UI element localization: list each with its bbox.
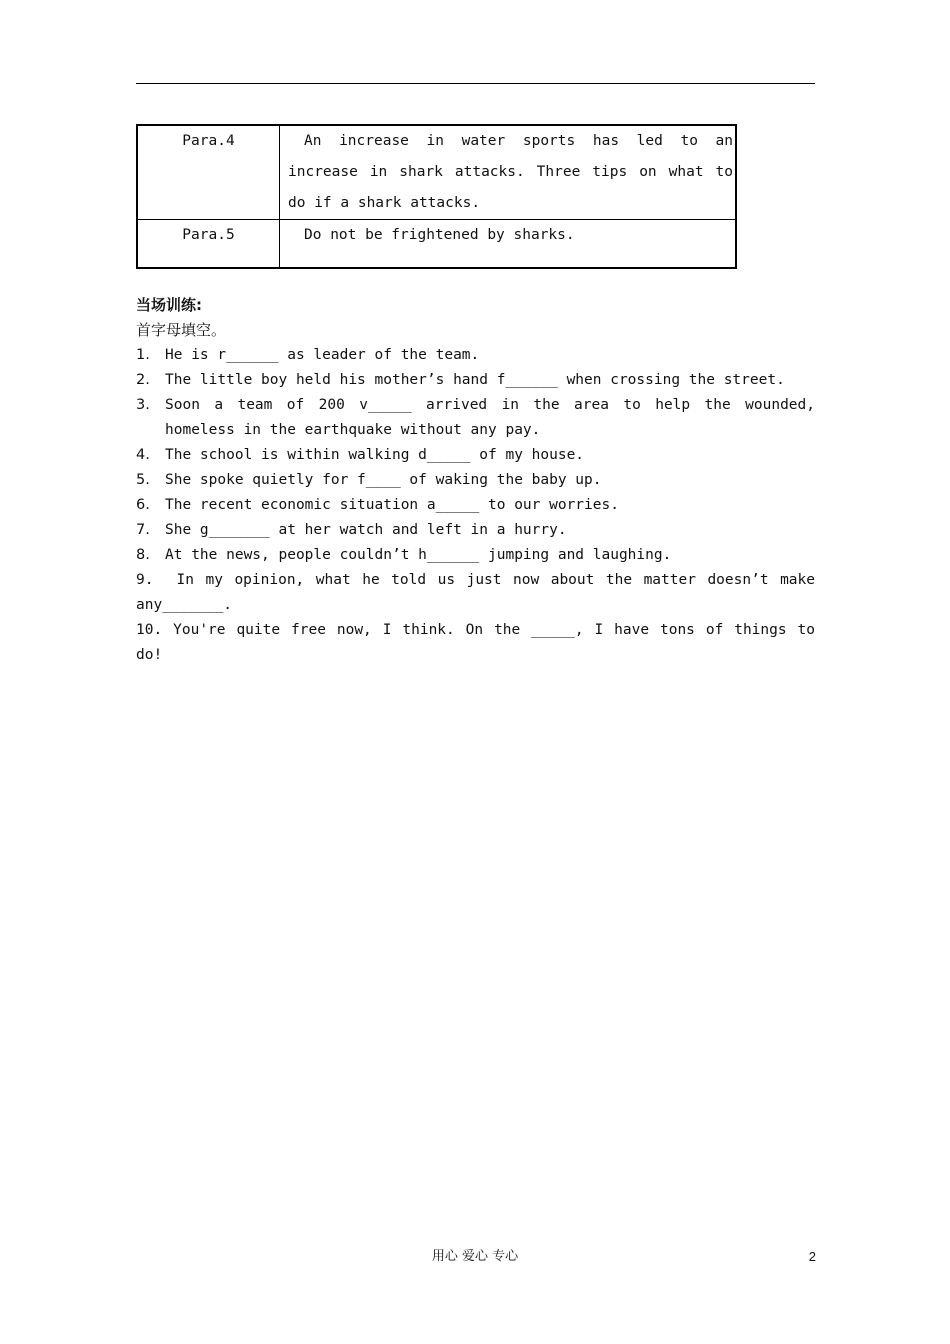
section-title: 当场训练:: [136, 296, 202, 314]
item-text: She g_______ at her watch and left in a hurry.: [165, 522, 567, 538]
paragraph-summary-table: [136, 124, 737, 269]
paragraph-label: Para.4: [137, 125, 280, 220]
item-text: The recent economic situation a_____ to our worries.: [165, 497, 619, 513]
item-number: 5.: [136, 472, 150, 488]
item-number: 8.: [136, 547, 150, 563]
item-number: 3.: [136, 397, 150, 413]
item-number: 6.: [136, 497, 150, 513]
item-text: At the news, people couldn’t h______ jumping and laughing.: [165, 547, 672, 563]
exercise-item: [136, 518, 815, 543]
item-number: 2.: [136, 372, 150, 388]
exercise-item: [136, 468, 815, 493]
item-number: 4.: [136, 447, 150, 463]
exercise-item: [136, 493, 815, 518]
item-text: You're quite free now, I think. On the _____, I have tons of things to do!: [136, 622, 815, 663]
paragraph-summary: Do not be frightened by sharks.: [280, 220, 737, 269]
exercise-item: [136, 343, 815, 368]
item-number: 7.: [136, 522, 150, 538]
footer-motto: 用心 爱心 专心: [431, 1249, 519, 1264]
exercise-item: [136, 543, 815, 568]
item-number: 9.: [136, 572, 154, 588]
header-rule: [136, 83, 815, 84]
exercise-item: [136, 443, 815, 468]
item-number: 1.: [136, 347, 150, 363]
item-text: Soon a team of 200 v_____ arrived in the area to help the wounded, homeless in the earthquake without any pay.: [165, 397, 815, 438]
paragraph-label: Para.5: [137, 220, 280, 269]
item-text: The little boy held his mother’s hand f______ when crossing the street.: [165, 372, 785, 388]
page-number: 2: [808, 1249, 816, 1264]
item-number: 10.: [136, 622, 163, 638]
exercise-item: [136, 618, 815, 668]
exercise-item: [136, 368, 815, 393]
exercise-instruction: 首字母填空。: [136, 321, 227, 339]
exercise-list: [136, 343, 815, 668]
item-text: The school is within walking d_____ of my house.: [165, 447, 585, 463]
exercise-item: [136, 568, 815, 618]
item-text: She spoke quietly for f____ of waking the baby up.: [165, 472, 602, 488]
item-text: In my opinion, what he told us just now about the matter doesn’t make any_______.: [136, 572, 815, 613]
item-text: He is r______ as leader of the team.: [165, 347, 480, 363]
exercise-section: [136, 293, 815, 668]
exercise-item: [136, 393, 815, 443]
paragraph-summary: An increase in water sports has led to an increase in shark attacks. Three tips on what to do if a shark attacks.: [280, 125, 737, 220]
table-row: [137, 220, 736, 269]
table-row: [137, 125, 736, 220]
